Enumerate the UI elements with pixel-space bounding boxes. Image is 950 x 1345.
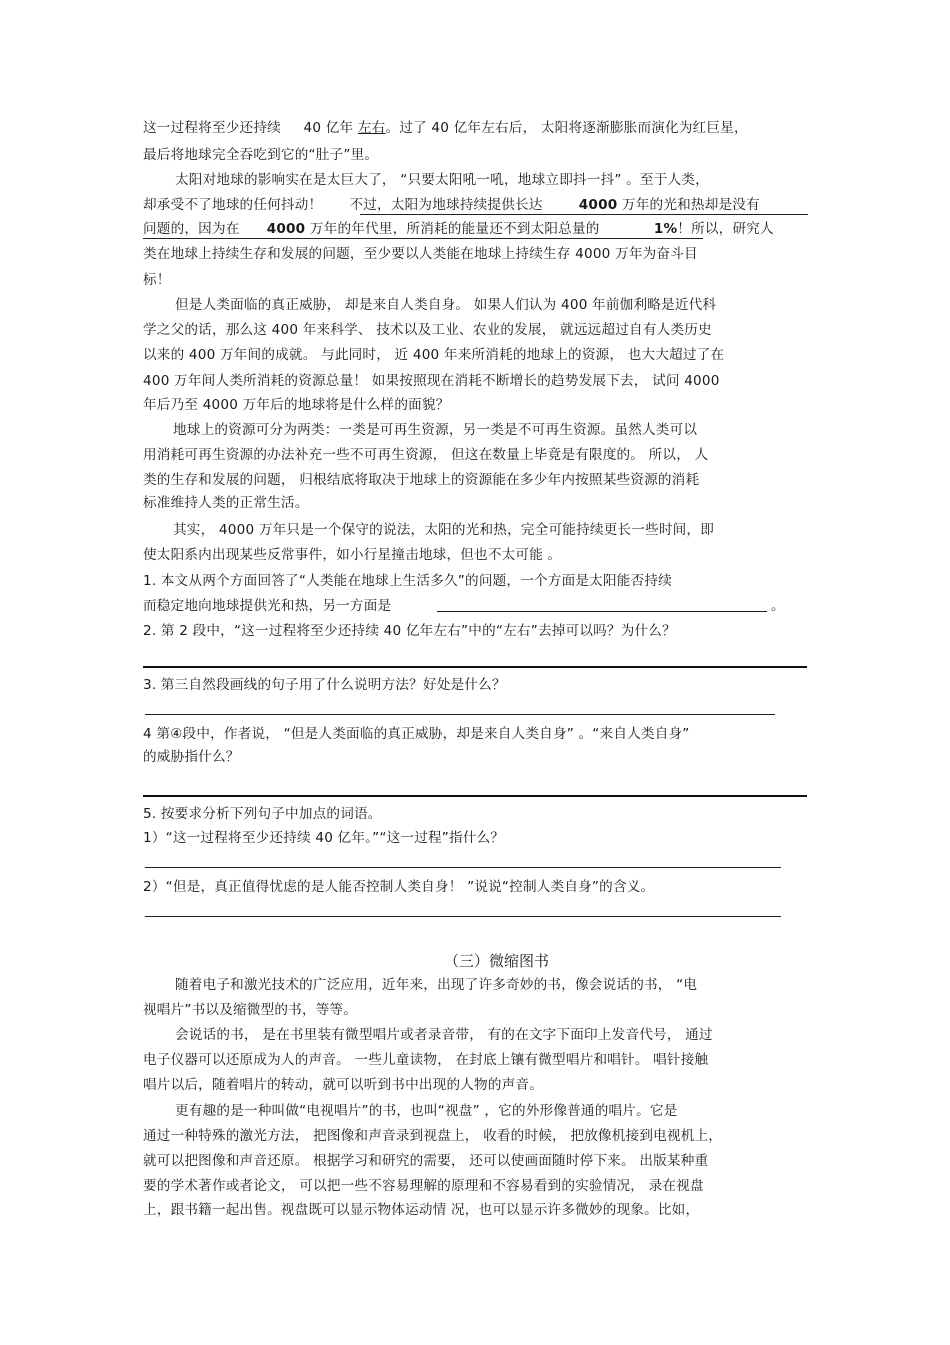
paragraph-line: 标！ [143, 272, 171, 288]
paragraph-line: 年后乃至 4000 万年后的地球将是什么样的面貌？ [143, 397, 450, 413]
question-4-cont: 的威胁指什么？ [143, 749, 240, 765]
paragraph-line: 要的学术著作或者论文， 可以把一些不容易理解的原理和不容易看到的实验情况， 录在视盘 [143, 1178, 704, 1194]
answer-line[interactable] [145, 867, 781, 868]
paragraph-line: 但是人类面临的真正威胁， 却是来自人类自身。 如果人们认为 400 年前伽利略是近代科 [175, 297, 717, 313]
paragraph-line: 更有趣的是一种叫做“电视唱片”的书，也叫“视盘” ，它的外形像普通的唱片。它是 [175, 1103, 678, 1119]
question-4: 4 第④段中，作者说， “但是人类面临的真正威胁，却是来自人类自身” 。“来自人类自身” [143, 726, 690, 742]
paragraph-line: 地球上的资源可分为两类：一类是可再生资源，另一类是不可再生资源。虽然人类可以 [173, 422, 698, 438]
underlined-word: 左右 [357, 120, 386, 136]
question-5: 5. 按要求分析下列句子中加点的词语。 [143, 806, 382, 822]
answer-blank[interactable] [437, 597, 767, 612]
answer-line[interactable] [145, 916, 781, 917]
paragraph-line: 上，跟书籍一起出售。视盘既可以显示物体运动情 况，也可以显示许多微妙的现象。比如， [143, 1202, 700, 1218]
question-1-cont: 而稳定地向地球提供光和热，另一方面是 。 [143, 598, 785, 614]
paragraph-line: 就可以把图像和声音还原。 根据学习和研究的需要， 还可以使画面随时停下来。 出版某种重 [143, 1153, 709, 1169]
paragraph-line: 使太阳系内出现某些反常事件，如小行星撞击地球，但也不太可能 。 [143, 547, 562, 563]
answer-line[interactable] [143, 795, 807, 797]
paragraph-line: 通过一种特殊的激光方法， 把图像和声音录到视盘上， 收看的时候， 把放像机接到电视机上， [143, 1128, 723, 1144]
paragraph-line: 最后将地球完全吞吃到它的“肚子”里。 [143, 147, 379, 163]
question-5-1: 1）“这一过程将至少还持续 40 亿年。”“这一过程”指什么？ [143, 830, 505, 846]
paragraph-line: 以来的 400 万年间的成就。 与此同时， 近 400 年来所消耗的地球上的资源， 也大大超过了在 [143, 347, 725, 363]
paragraph-line: 标准维持人类的正常生活。 [143, 495, 309, 511]
paragraph-line: 学之父的话，那么这 400 年来科学、 技术以及工业、农业的发展， 就远远超过自有人类历史 [143, 322, 712, 338]
answer-line[interactable] [145, 714, 775, 715]
paragraph-line: 400 万年间人类所消耗的资源总量！ 如果按照现在消耗不断增长的趋势发展下去， 试问 4000 [143, 373, 720, 389]
question-1: 1. 本文从两个方面回答了“人类能在地球上生活多久”的问题，一个方面是太阳能否持续 [143, 573, 672, 589]
paragraph-line: 其实， 4000 万年只是一个保守的说法，太阳的光和热，完全可能持续更长一些时间，即 [173, 522, 715, 538]
question-2: 2. 第 2 段中，“这一过程将至少还持续 40 亿年左右”中的“左右”去掉可以吗？为什么？ [143, 623, 676, 639]
underline-marker [360, 214, 808, 215]
paragraph-line: 用消耗可再生资源的办法补充一些不可再生资源， 但这在数量上毕竟是有限度的。 所以， 人 [143, 447, 709, 463]
underline-marker [143, 238, 703, 239]
paragraph-line: 会说话的书， 是在书里装有微型唱片或者录音带， 有的在文字下面印上发音代号， 通过 [175, 1027, 713, 1043]
paragraph-line: 随着电子和激光技术的广泛应用，近年来，出现了许多奇妙的书，像会说话的书， “电 [175, 977, 698, 993]
question-3: 3. 第三自然段画线的句子用了什么说明方法？好处是什么？ [143, 677, 506, 693]
paragraph-line: 这一过程将至少还持续 40 亿年 左右。过了 40 亿年左右后， 太阳将逐渐膨胀而演化为红巨星， [143, 120, 748, 136]
section-title: （三）微缩图书 [444, 952, 550, 970]
paragraph-line: 却承受不了地球的任何抖动！ 不过，太阳为地球持续提供长达 4000 万年的光和热却是没有 [143, 197, 760, 213]
paragraph-line: 视唱片”书以及缩微型的书，等等。 [143, 1002, 358, 1018]
paragraph-line: 唱片以后，随着唱片的转动，就可以听到书中出现的人物的声音。 [143, 1077, 544, 1093]
paragraph-line: 太阳对地球的影响实在是太巨大了， “只要太阳吼一吼，地球立即抖一抖” 。至于人类， [175, 172, 709, 188]
paragraph-line: 类在地球上持续生存和发展的问题，至少要以人类能在地球上持续生存 4000 万年为奋斗目 [143, 246, 698, 262]
answer-line[interactable] [143, 666, 807, 668]
question-5-2: 2）“但是，真正值得忧虑的是人能否控制人类自身！ ”说说“控制人类自身”的含义。 [143, 879, 655, 895]
paragraph-line: 类的生存和发展的问题， 归根结底将取决于地球上的资源能在多少年内按照某些资源的消耗 [143, 472, 700, 488]
paragraph-line: 电子仪器可以还原成为人的声音。 一些儿童读物， 在封底上镶有微型唱片和唱针。 唱针接触 [143, 1052, 709, 1068]
paragraph-line: 问题的，因为在 4000 万年的年代里，所消耗的能量还不到太阳总量的 1%！所以，研究人 [143, 221, 774, 237]
